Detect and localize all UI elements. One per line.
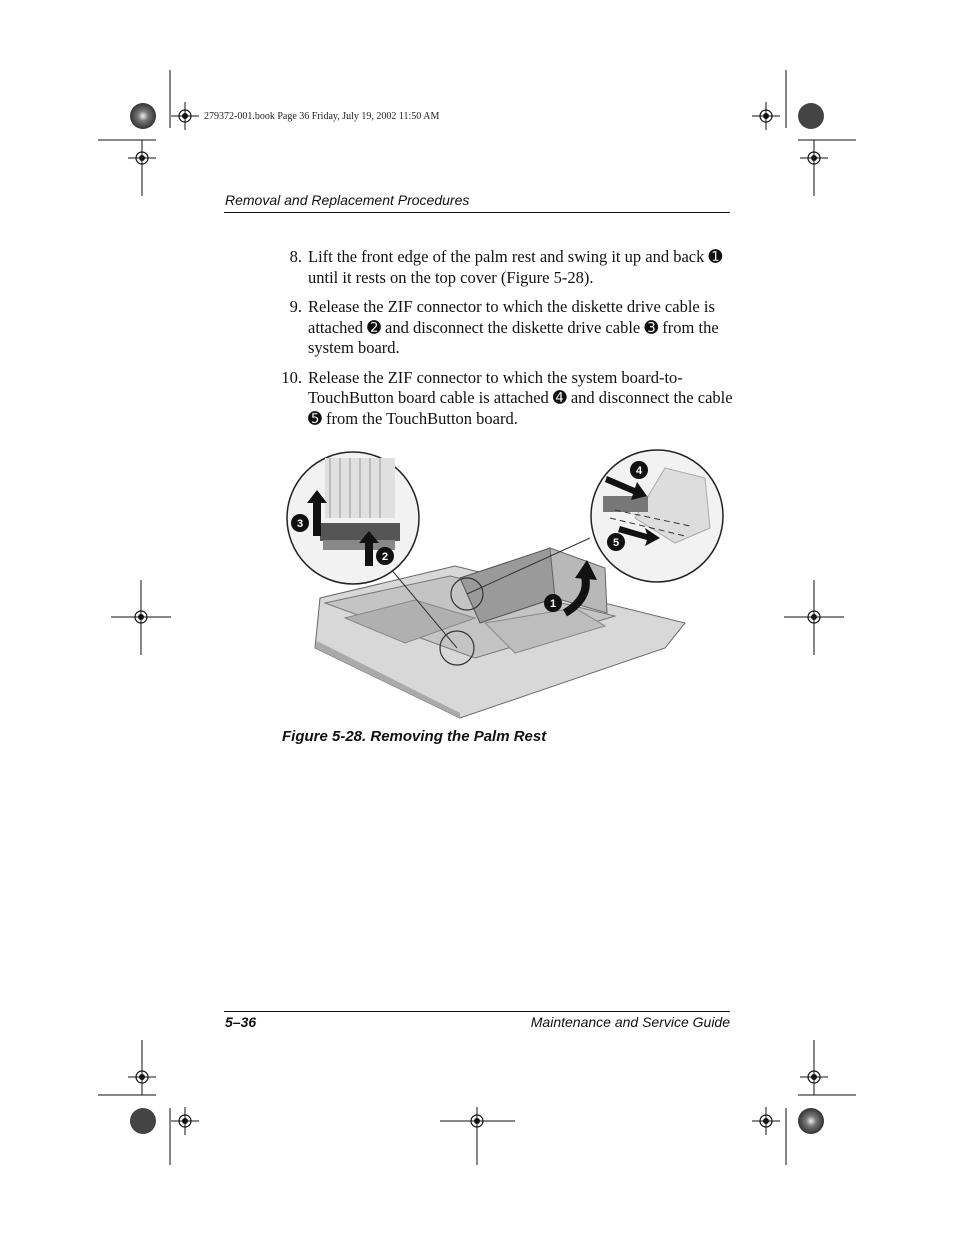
step-10 [278,368,738,430]
callout-label: 2 [381,551,389,563]
step-number: 10. [281,367,302,387]
palm-rest-removal-illustration [285,448,727,722]
step-text: Release the ZIF connector to which the diskette drive cable is attached ➋ and disconnect the diskette drive cable ➌ from the system board. [308,297,719,357]
figure-caption: Figure 5-28. Removing the Palm Rest [282,728,547,745]
callout-label: 3 [296,518,304,530]
step-9 [278,297,738,359]
procedure-steps [278,247,738,438]
header-rule [224,212,730,213]
footer-rule [224,1011,730,1012]
step-text: Lift the front edge of the palm rest and swing it up and back ➊ until it rests on the top cover (Figure 5-28). [308,247,723,287]
step-8 [278,247,738,288]
page-number: 5–36 [225,1014,257,1030]
step-number: 9. [289,297,302,316]
guide-title: Maintenance and Service Guide [530,1014,730,1030]
printer-slug-line: 279372-001.book Page 36 Friday, July 19, 2002 11:50 AM [204,111,440,122]
callout-label: 5 [612,537,620,549]
step-number: 8. [289,247,302,266]
callout-label: 1 [549,598,557,610]
callout-label: 4 [635,465,643,477]
registration-burst-icon [130,103,156,129]
step-text: Release the ZIF connector to which the system board-to-TouchButton board cable is attached ➍ and disconnect the cable ➎ from the TouchButton board. [308,367,733,428]
running-head: Removal and Replacement Procedures [225,192,470,208]
